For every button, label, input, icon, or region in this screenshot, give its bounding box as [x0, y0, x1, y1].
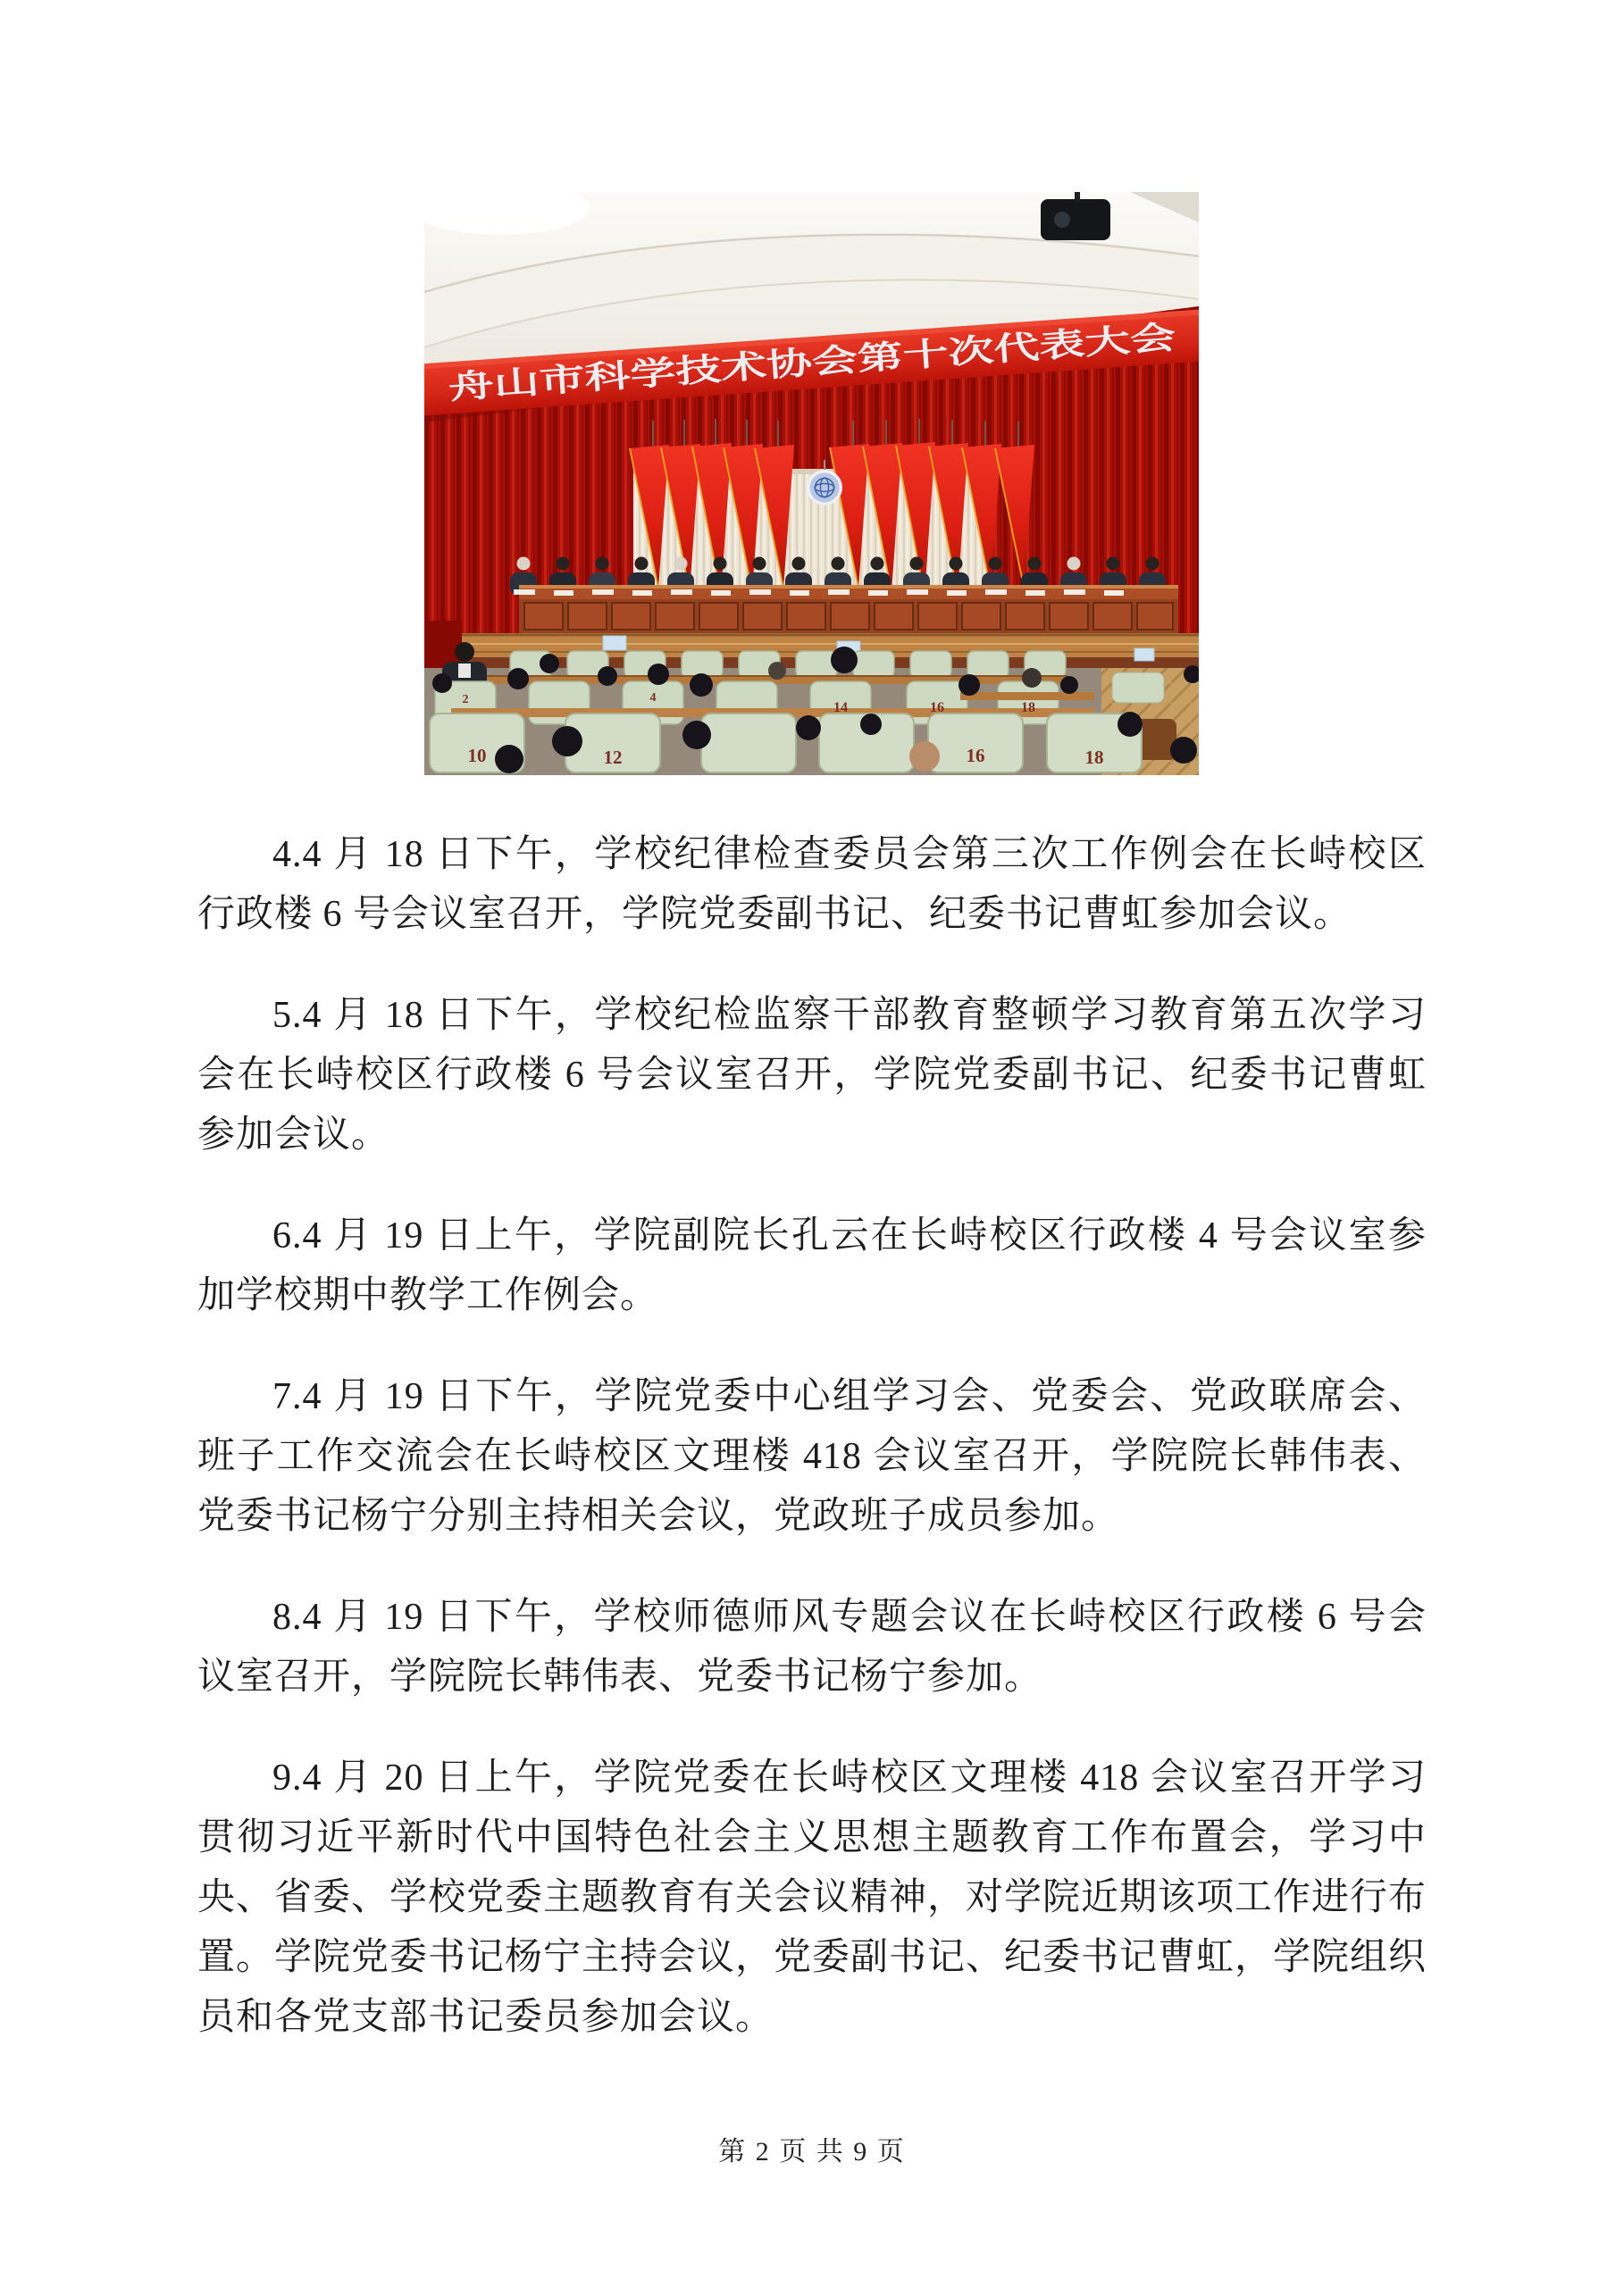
conference-photo [424, 192, 1199, 775]
paragraph-9: 9.4 月 20 日上午，学院党委在长峙校区文理楼 418 会议室召开学习贯彻习近平新时代中国特色社会主义思想主题教育工作布置会，学习中央、省委、学校党委主题教育有关会议精神，对学院近期该项工作进行布置。学院党委书记杨宁主持会议，党委副书记、纪委书记曹虹，学院组织员和各党支部书记委员参加会议。 [197, 1757, 1427, 2038]
document-body [197, 825, 1427, 2089]
chair-number: 10 [467, 745, 487, 766]
page-number-text: 第 2 页 共 9 页 [718, 2137, 906, 2167]
paragraph-4: 4.4 月 18 日下午，学校纪律检查委员会第三次工作例会在长峙校区行政楼 6 号会议室召开，学院党委副书记、纪委书记曹虹参加会议。 [197, 834, 1427, 935]
paragraph-6: 6.4 月 19 日上午，学院副院长孔云在长峙校区行政楼 4 号会议室参加学校期中教学工作例会。 [197, 1215, 1427, 1316]
conference-photo-illustration [424, 192, 1199, 775]
chair-number: 16 [930, 700, 944, 715]
chair-number: 18 [1021, 700, 1035, 715]
chair-number: 16 [966, 745, 985, 766]
chair-number: 2 [462, 693, 469, 706]
chair-number: 14 [833, 700, 848, 715]
page-footer [0, 2129, 1624, 2168]
rostrum-table [514, 585, 1178, 633]
banner-text: 舟山市科学技术协会第十次代表大会 [447, 334, 964, 406]
chair-number: 12 [603, 747, 623, 768]
paragraph-7: 7.4 月 19 日下午，学院党委中心组学习会、党委会、党政联席会、班子工作交流会在长峙校区文理楼 418 会议室召开，学院院长韩伟表、党委书记杨宁分别主持相关会议，党政班子成员参加。 [197, 1376, 1427, 1537]
projector [1041, 192, 1110, 240]
chair-number: 4 [649, 691, 657, 705]
paragraph-8: 8.4 月 19 日下午，学校师德师风专题会议在长峙校区行政楼 6 号会议室召开，学院院长韩伟表、党委书记杨宁参加。 [197, 1597, 1427, 1698]
chair-number: 18 [1084, 747, 1104, 768]
paragraph-5: 5.4 月 18 日下午，学校纪检监察干部教育整顿学习教育第五次学习会在长峙校区行政楼 6 号会议室召开，学院党委副书记、纪委书记曹虹参加会议。 [197, 995, 1427, 1156]
